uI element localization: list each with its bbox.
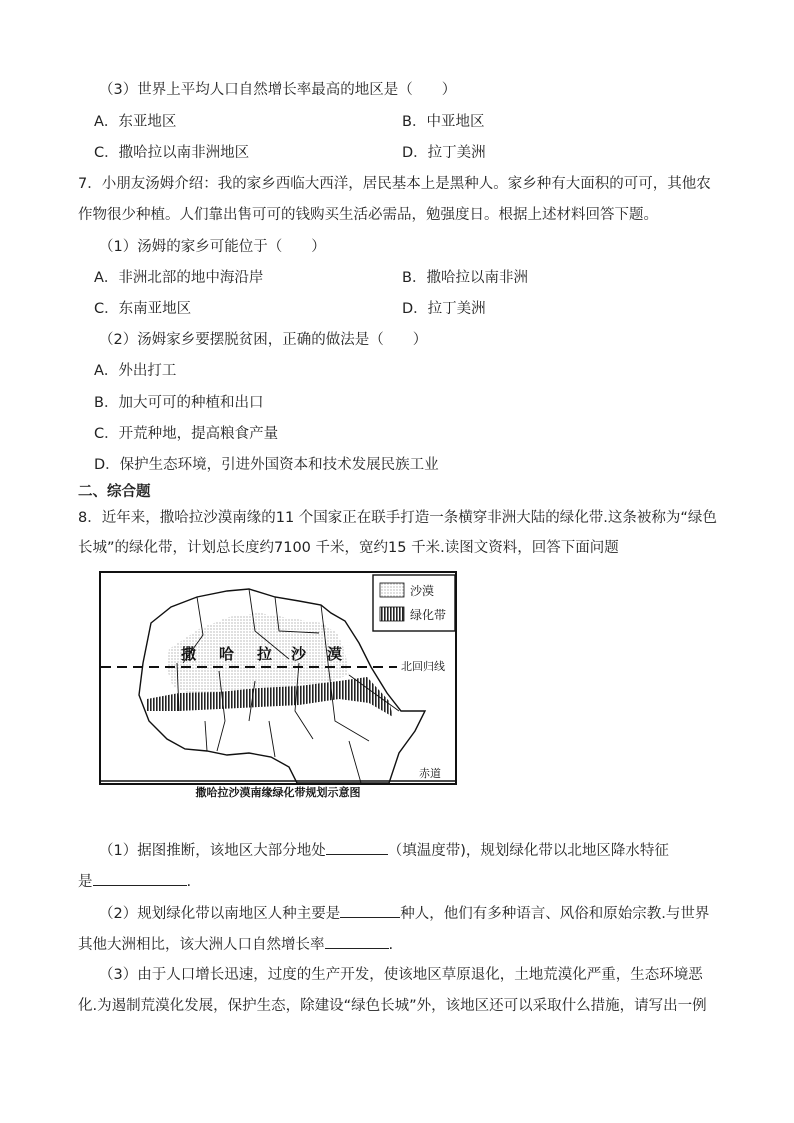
- q6-option-c: C．撒哈拉以南非洲地区: [94, 145, 250, 161]
- legend-desert-label: 沙漠: [410, 584, 435, 598]
- q6-option-d: D．拉丁美洲: [402, 145, 486, 161]
- sahara-greenbelt-map: [99, 571, 457, 801]
- sahara-label-char-2: 哈: [219, 645, 235, 663]
- tropic-of-cancer-label: 北回归线: [401, 660, 445, 673]
- q8-sub1-text-b: （填温度带)，规划绿化带以北地区降水特征: [387, 843, 669, 859]
- q7-sub2-option-b: B．加大可可的种植和出口: [94, 395, 264, 411]
- q8-sub2-text-c: 其他大洲相比，该大洲人口自然增长率: [78, 937, 325, 953]
- q7-stem-line2: 作物很少种植。人们靠出售可可的钱购买生活必需品，勉强度日。根据上述材料回答下题。: [78, 207, 658, 223]
- section-heading-comprehensive: 二、综合题: [78, 484, 151, 500]
- q7-sub2-option-d: D．保护生态环境，引进外国资本和技术发展民族工业: [94, 457, 439, 473]
- q8-sub1-text-a: （1）据图推断，该地区大部分地处: [99, 843, 326, 859]
- q8-sub1-line2: [78, 871, 191, 892]
- q8-sub2-blank-2[interactable]: [325, 934, 389, 949]
- q7-sub1-stem: （1）汤姆的家乡可能位于（ ）: [99, 239, 326, 255]
- q6-sub3-stem: （3）世界上平均人口自然增长率最高的地区是（ ）: [99, 82, 457, 98]
- q8-sub1-blank-2[interactable]: [93, 871, 187, 886]
- sahara-label-char-3: 拉: [257, 645, 273, 663]
- legend-desert-swatch: [380, 583, 404, 597]
- q8-sub1-line1: [99, 840, 669, 861]
- q6-option-b: B．中亚地区: [402, 114, 485, 130]
- q8-stem-line2: 长城”的绿化带，计划总长度约7100 千米，宽约15 千米.读图文资料，回答下面问题: [78, 540, 619, 556]
- q8-sub2-text-b: 种人，他们有多种语言、风俗和原始宗教.与世界: [400, 906, 710, 922]
- sahara-label-char-1: 撒: [181, 645, 197, 663]
- q8-sub2-blank-1[interactable]: [340, 903, 400, 918]
- map-caption: 撒哈拉沙漠南缘绿化带规划示意图: [195, 786, 361, 799]
- q8-sub3-line1: （3）由于人口增长迅速，过度的生产开发，使该地区草原退化，土地荒漠化严重，生态环境恶: [99, 967, 703, 983]
- sahara-label-char-4: 沙: [291, 645, 307, 663]
- q7-sub2-option-c: C．开荒种地，提高粮食产量: [94, 426, 279, 442]
- q7-sub1-option-b: B．撒哈拉以南非洲: [402, 270, 528, 286]
- q8-sub2-text-a: （2）规划绿化带以南地区人种主要是: [99, 906, 341, 922]
- q7-stem-line1: 7．小朋友汤姆介绍：我的家乡西临大西洋，居民基本上是黑种人。家乡种有大面积的可可，其他农: [78, 176, 711, 192]
- equator-label: 赤道: [419, 767, 441, 780]
- q8-sub1-blank-1[interactable]: [326, 840, 388, 855]
- q8-sub3-line2: 化.为遏制荒漠化发展，保护生态，除建设“绿色长城”外，该地区还可以采取什么措施，请写出一例: [78, 998, 707, 1014]
- legend-greenbelt-label: 绿化带: [410, 608, 447, 622]
- q8-sub2-text-d: .: [388, 937, 394, 953]
- q6-option-a: A．东亚地区: [94, 114, 177, 130]
- q8-sub2-line2: [78, 934, 393, 955]
- q7-sub1-option-d: D．拉丁美洲: [402, 301, 486, 317]
- sahara-label-char-5: 漠: [327, 645, 343, 663]
- q7-sub2-stem: （2）汤姆家乡要摆脱贫困，正确的做法是（ ）: [99, 332, 428, 348]
- q8-sub1-text-c: 是: [78, 874, 93, 890]
- map-legend: [373, 575, 455, 631]
- q7-sub1-option-a: A．非洲北部的地中海沿岸: [94, 270, 264, 286]
- q8-sub2-line1: [99, 903, 709, 924]
- q7-sub1-option-c: C．东南亚地区: [94, 301, 192, 317]
- q8-sub1-text-d: .: [186, 874, 192, 890]
- legend-greenbelt-swatch: [380, 607, 404, 621]
- q8-stem-line1: 8．近年来，撒哈拉沙漠南缘的11 个国家正在联手打造一条横穿非洲大陆的绿化带.这条被称为“绿色: [78, 510, 717, 526]
- q7-sub2-option-a: A．外出打工: [94, 363, 177, 379]
